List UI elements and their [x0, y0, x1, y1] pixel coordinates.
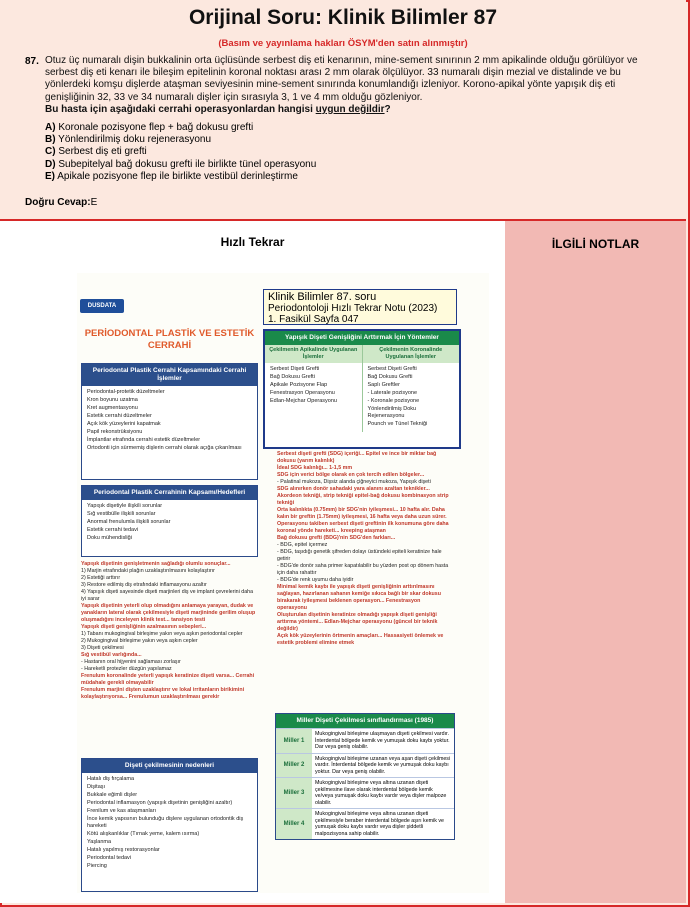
row-label: Miller 2 [276, 754, 312, 778]
option-letter: B) [45, 134, 56, 146]
coronal-column [363, 345, 460, 432]
correct-answer [25, 197, 97, 208]
question-body: Otuz üç numaralı dişin bukkalinin orta üçlüsünde serbest diş eti kenarının, mine-sement sınırının 2 mm apikalinde olduğu görülüyor ve serbest diş eti kenarı ile bileşim epitelinin koronal noktası arası 2 mm olarak ölçülüyor. 33 numaralı dişin mezial ve distalinde ve bu yönlerdeki komşu dişlerde ataşman seviyesinin mine-sement sınırında konumlandığı izleniyor. Korono-apikal yönte yapışık diş eti genişliğinin 32, 33 ve 34 numaralı dişler için sırasıyla 3, 1 ve 4 mm olduğu gözleniyor. [45, 55, 638, 103]
note-line: Frenulum marjini dişten uzaklaştırır ve lokal irritanların birikimini kolaylaştırıyorsa... Frenulumun uzaklaştırılması gerekir [81, 687, 245, 700]
list-item: Yaşlanma [87, 839, 112, 845]
option-letter: A) [45, 122, 56, 133]
list-item: Estetik cerrahi tedavi [87, 527, 139, 533]
note-title: PERİODONTAL PLASTİK VE ESTETİK CERRAHİ [84, 328, 255, 351]
option-d [45, 159, 316, 171]
note-line: 2) Estetiği arttırır [81, 575, 121, 581]
table-row [276, 728, 454, 753]
row-text: Mukogingival birleşime veya altına uzanan dişeti çekilmesiyle beraber interdental bölgede aşırı kemik ve yumuşak doku kaybı vardır veya dişler şiddetli malpozisyona sahip olabilir. [312, 809, 454, 839]
table-row [276, 777, 454, 808]
list-item: Anormal frenulumla ilişkili sorunlar [87, 519, 171, 525]
note-line: - Palatinal mukoza, Dişsiz alanda çiğneyici mukoza, Yapışık dişeti [277, 479, 431, 485]
right-notes [277, 451, 449, 647]
ref-line-1: Klinik Bilimler 87. soru [268, 291, 377, 303]
column-heading: Çekilmenin Koronalinde Uygulanan İşlemler [363, 345, 460, 363]
box-title: Yapışık Dişeti Genişliğini Arttırmak İçin Yöntemler [265, 331, 459, 345]
note-line: Minimal kemik kaybı ile yapışık dişeti genişliğinin arttırılmasını sağlayan, hazırlanan sahanın kemiğe sıkıca bağlı bir skar dokusu birakarak iyileşmesi beklenen operasyon... Fenestrasyon operasyonu [277, 584, 441, 611]
list-item: Serbest Dişeti Grefti [367, 366, 417, 372]
stem-underlined: uygun değildir [315, 103, 385, 115]
recession-causes-box [81, 758, 258, 892]
list-item: Papil rekonstrüksiyonu [87, 429, 143, 435]
note-line: 4) Yapışık dişeti sayesinde dişeti marjinleri diş ve implant çevrelerini daha iyi sarar [81, 589, 254, 602]
list-item: - Laterale pozisyone [367, 390, 418, 396]
list-item: Pounch ve Tünel Tekniği [367, 421, 428, 427]
note-line: Orta kalınlıkta (0.75mm) bir SDG'nin iyileşmesi... 10 hafta alır. Daha kalın bir greftin (1.75mm) iyileşmesi, 16 hafta veya daha uzun sürer. [277, 507, 447, 520]
table-row [276, 753, 454, 778]
box-items [82, 386, 257, 456]
ref-line-3: 1. Fasikül Sayfa 047 [268, 314, 359, 325]
option-e [45, 171, 316, 183]
reference-box [263, 289, 457, 325]
note-line: - BDG, epitel içermez [277, 542, 328, 548]
note-line: Açık kök yüzeylerinin örtmenin amaçları... Hassasiyeti önlemek ve estetik problemi elimine etmek [277, 633, 444, 646]
list-item: Ortodonti için sürmemiş dişlerin cerrahi olarak açığa çıkarılması [87, 445, 242, 451]
list-item: Periodontal inflamasyon (yapışık dişetinin genişliğini azaltır) [87, 800, 233, 806]
answer-value: E [90, 197, 98, 208]
question-number: 87. [25, 56, 39, 67]
list-item: Periodontal tedavi [87, 855, 132, 861]
note-line: Bağ dokusu grefti (BDG)'nin SDG'den farkları... [277, 535, 396, 541]
related-notes-heading: İLGİLİ NOTLAR [551, 237, 640, 251]
list-item: Yönlendirilmiş Doku Rejenerasyonu [367, 406, 417, 419]
column-heading: Çekilmenin Apikalinde Uygulanan İşlemler [265, 345, 362, 363]
box-items [82, 773, 257, 874]
list-item: Saplı Greftler [367, 382, 400, 388]
list-item: Apikale Pozisyone Flap [270, 382, 328, 388]
quick-review-panel [0, 221, 505, 903]
list-item: Sığ vestibülle ilişkili sorunlar [87, 511, 156, 517]
note-line: 2) Mukogingival birleşime yakın veya aşkın cepler [81, 638, 198, 644]
list-item: Yapışık dişetiyle ilişkili sorunlar [87, 503, 163, 509]
note-line: 3) Restore edilmiş diş etrafındaki inflamasyonu azaltır [81, 582, 207, 588]
quick-review-heading: Hızlı Tekrar [220, 235, 285, 249]
rights-notice: (Basım ve yayınlama hakları ÖSYM'den satın alınmıştır) [218, 38, 468, 49]
stem-prefix: Bu hasta için aşağıdaki cerrahi operasyonlardan hangisi [45, 103, 316, 115]
stem-suffix: ? [384, 103, 391, 115]
list-item: Edlan-Mejchar Operasyonu [270, 398, 337, 404]
note-line: Oluşturulan dişetinin keratinize olmadığı yapışık dişeti genişliği arttırma yöntemi... Edlan-Mejchar operasyonu (güncel bir teknik değildir) [277, 612, 438, 632]
list-item: İmplantlar etrafında cerrahi estetik düzeltmeler [87, 437, 201, 443]
surgical-procedures-box [81, 363, 258, 480]
methods-columns [265, 345, 459, 432]
list-item: İnce kemik yapısının bulunduğu dişlere uygulanan ortodontik diş hareketi [87, 816, 244, 829]
list-item: Serbest Dişeti Grefti [270, 366, 320, 372]
list-item: Doku mühendisliği [87, 535, 132, 541]
table-title: Miller Dişeti Çekilmesi sınıflandırması (1985) [276, 714, 454, 728]
option-text: Apikale pozisyone flep ile birlikte vestibül derinleştirme [57, 170, 298, 182]
box-title: Periodontal Plastik Cerrahi Kapsamındaki Cerrahi İşlemler [82, 364, 257, 386]
row-text: Mukogingival birleşime uzanan veya aşan dişeti çekilmesi vardır. İnterdental bölgede kemik ve yumuşak doku kaybı yoktur. Dar veya geniş olabilir. [312, 754, 454, 778]
option-letter: D) [45, 158, 56, 170]
note-line: - Hareketli protezler düzgün yapılamaz [81, 666, 172, 672]
notes-section [0, 221, 686, 903]
row-label: Miller 3 [276, 778, 312, 808]
option-a [45, 122, 316, 134]
option-text: Subepitelyal bağ dokusu grefti ile birlikte tünel operasyonu [58, 158, 317, 170]
note-line: SDG için verici bölge olarak en çok tercih edilen bölgeler... [277, 472, 425, 478]
list-item: Hatalı yapılmış restorasyonlar [87, 847, 160, 853]
list-item: Açık kök yüzeylerini kapatmak [87, 421, 161, 427]
note-page-image [77, 273, 489, 893]
note-line: Operasyonu takiben serbest dişeti greftinin ilk konumuna göre daha koronal yönde hareketi... kreeping ataşman [277, 521, 449, 534]
attached-gingiva-methods-box [263, 329, 461, 449]
row-label: Miller 1 [276, 729, 312, 753]
list-item: Kötü alışkanlıklar (Tırnak yeme, kalem ısırma) [87, 831, 200, 837]
question-text [45, 55, 657, 116]
row-text: Mukogingival birleşime veya altına uzanan dişeti çekilmesine ilave olarak interdental bölgede kemik ve/veya yumuşak doku kaybı vardır veya dişler malpoze olabilir. [312, 778, 454, 808]
list-item: - Koronale pozisyone [367, 398, 420, 404]
note-line: - BDG'de donör saha primer kapatılabilir bu yüzden post op dönem hasta için daha rahattır [277, 563, 449, 576]
table-row [276, 808, 454, 839]
list-item: Kron boyunu uzatma [87, 397, 138, 403]
list-item: Estetik cerrahi düzeltmeler [87, 413, 152, 419]
option-letter: C) [45, 146, 56, 158]
question-section [0, 0, 686, 221]
note-line: - BDG'de renk uyumu daha iyidir [277, 577, 354, 583]
list-item: Bukkale eğimli dişler [87, 792, 138, 798]
note-line: Frenulum koronalinde yeterli yapışık keratinize dişeti varsa... Cerrahi müdahale gerekli olmayabilir [81, 673, 255, 686]
miller-classification-table [275, 713, 455, 840]
question-stem [45, 104, 391, 115]
note-line: 1) Marjin etrafındaki plağın uzaklaştırılmasını kolaylaştırır [81, 568, 215, 574]
box-items [82, 500, 257, 546]
ref-line-2: Periodontoloji Hızlı Tekrar Notu (2023) [268, 303, 438, 314]
note-line: Yapışık dişeti genişliğinin azalmasının sebepleri... [81, 624, 207, 630]
box-title: Dişeti çekilmesinin nedenleri [82, 759, 257, 773]
option-b [45, 134, 316, 146]
note-line: - Hastanın oral hijyenini sağlaması zorlaşır [81, 659, 181, 665]
option-letter: E) [45, 170, 55, 182]
note-line: İdeal SDG kalınlığı... 1-1,5 mm [277, 465, 353, 471]
note-line: Sığ vestibül varlığında... [81, 652, 142, 658]
related-notes-panel [505, 221, 686, 903]
note-line: Yapışık dişetinin genişletmenin sağladığı olumlu sonuçlar... [81, 561, 231, 567]
note-line: 1) Tabanı mukogingival birleşime yakın veya aşkın periodontal cepler [81, 631, 243, 637]
option-text: Yönlendirilmiş doku rejenerasyonu [58, 134, 212, 146]
list-item: Frenilum ve kas ataşmanları [87, 808, 157, 814]
apical-column [265, 345, 363, 432]
box-title: Periodontal Plastik Cerrahinin Kapsamı/Hedefleri [82, 486, 257, 500]
dusdata-logo: DUSDATA [80, 299, 124, 313]
list-item: Bağ Dokusu Grefti [270, 374, 315, 380]
list-item: Piercing [87, 863, 107, 869]
note-line: Yapışık dişetinin yeterli olup olmadığını anlamaya yarayan, dudak ve yanakların lateral olarak çekilmesiyle dişeti marjininde gerilim oluşup oluşmadığını inceleyen klinik test... tansiyon testi [81, 603, 256, 623]
list-item: Fenestrasyon Operasyonu [270, 390, 335, 396]
list-item: Kret augmentasyonu [87, 405, 138, 411]
option-text: Koronale pozisyone flep + bağ dokusu grefti [58, 122, 254, 133]
left-notes [81, 561, 256, 701]
note-line: 3) Dişeti çekilmesi [81, 645, 124, 651]
row-text: Mukogingival birleşime ulaşmayan dişeti çekilmesi vardır. İnterdental bölgede kemik ve yumuşak doku kaybı yoktur. Dar veya geniş olabilir. [312, 729, 454, 753]
option-c [45, 146, 316, 158]
scope-goals-box [81, 485, 258, 557]
answer-label: Doğru Cevap: [25, 197, 91, 208]
note-line: Serbest dişeti grefti (SDG) içeriği... Epitel ve ince bir miktar bağ dokusu (yarım kalınlık) [277, 451, 437, 464]
page-title: Orijinal Soru: Klinik Bilimler 87 [188, 6, 498, 29]
list-item: Periodontal-protetik düzeltmeler [87, 389, 165, 395]
option-text: Serbest diş eti grefti [58, 146, 147, 158]
list-item: Hatalı diş fırçalama [87, 776, 135, 782]
list-item: Bağ Dokusu Grefti [367, 374, 413, 380]
list-item: Dişitaşı [87, 784, 106, 790]
note-line: SDG alınırken donör sahadaki yara alanını azaltan teknikler... Akordeon tekniği, strip tekniği epitel-bağ dokusu kombinasyon strip tekniği [277, 486, 449, 506]
note-line: - BDG, taşıdığı genetik şifreden dolayı üstündeki epiteli keratinize hale getirir [277, 549, 442, 562]
options-list [45, 122, 316, 183]
row-label: Miller 4 [276, 809, 312, 839]
